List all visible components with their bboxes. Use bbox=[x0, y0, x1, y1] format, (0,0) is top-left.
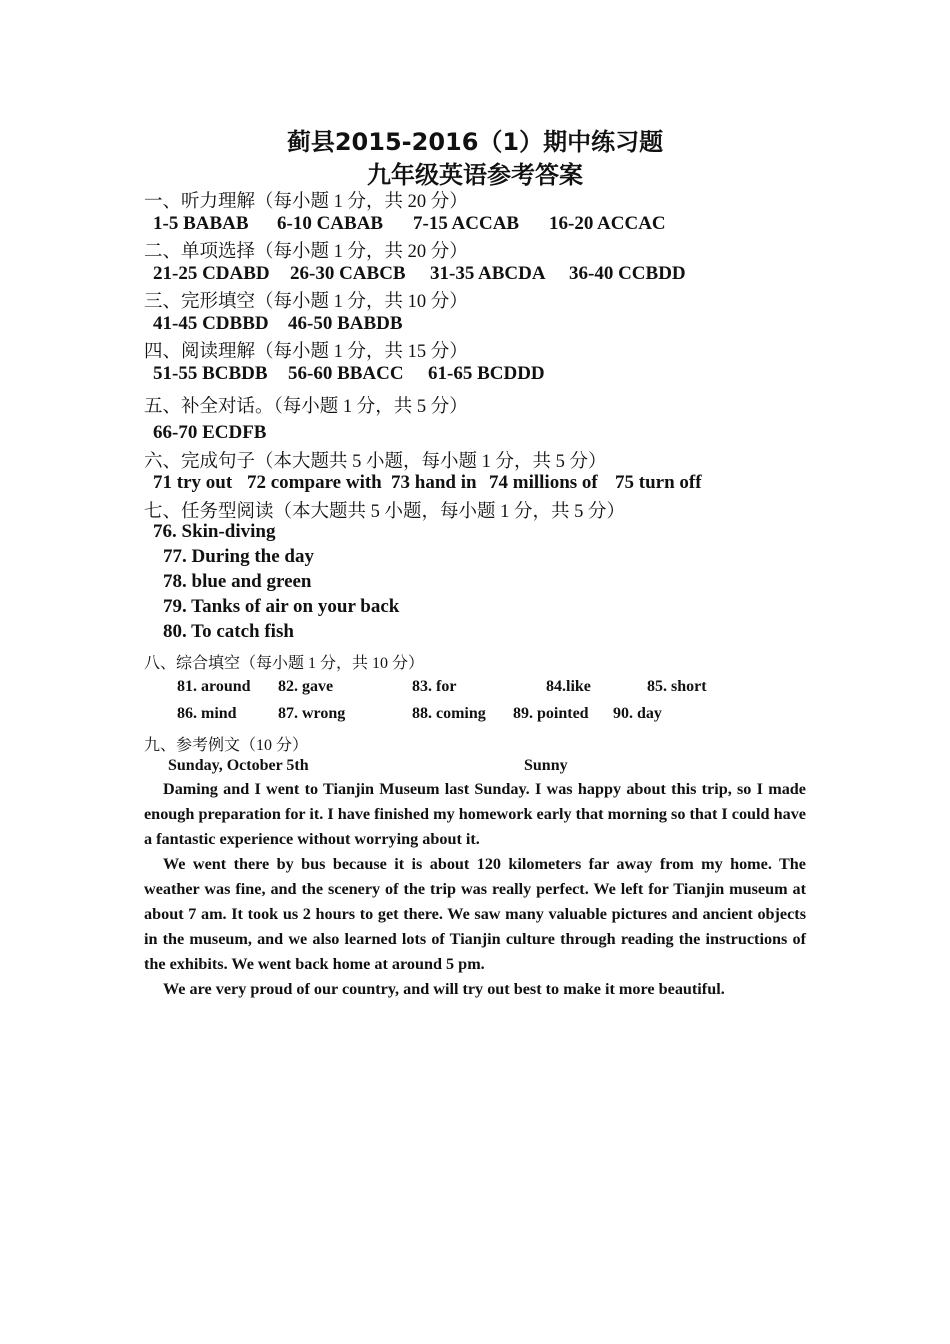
answer-group: 36-40 CCBDD bbox=[569, 263, 686, 284]
answer-group: 56-60 BBACC bbox=[288, 363, 404, 384]
essay-paragraph: We went there by bus because it is about 120 kilometers far away from my home. The weather was fine, and the scenery of the trip was really perfect. We left for Tianjin museum at about 7 am. It took us 2 hours to get there. We saw many valuable pictures and ancient objects in the museum, and we also learned lots of Tianjin culture through reading the instructions of the exhibits. We went back home at around 5 pm. bbox=[144, 855, 806, 973]
answer-group: 21-25 CDABD bbox=[153, 263, 270, 284]
section-heading-single-choice: 二、单项选择（每小题 1 分，共 20 分） bbox=[144, 242, 468, 262]
section-heading-task-reading: 七、任务型阅读（本大题共 5 小题，每小题 1 分，共 5 分） bbox=[144, 502, 626, 522]
answer-group: 31-35 ABCDA bbox=[430, 263, 546, 284]
answer-line-dialogue bbox=[153, 422, 266, 444]
document-title: 蓟县2015-2016（1）期中练习题 bbox=[286, 128, 664, 156]
answer-line-cloze bbox=[153, 313, 403, 335]
answer-group: 75 turn off bbox=[615, 472, 702, 493]
answer-group: 6-10 CABAB bbox=[277, 213, 384, 234]
answer-group: 74 millions of bbox=[489, 472, 598, 493]
fill-answer: 86. mind bbox=[177, 705, 237, 722]
answer-line-listening bbox=[153, 213, 666, 235]
fill-answer: 90. day bbox=[613, 705, 662, 722]
fill-answer: 87. wrong bbox=[278, 705, 346, 722]
section-heading-sentences: 六、完成句子（本大题共 5 小题，每小题 1 分，共 5 分） bbox=[144, 452, 607, 472]
answer-group: 61-65 BCDDD bbox=[428, 363, 545, 384]
section-heading-reading: 四、阅读理解（每小题 1 分，共 15 分） bbox=[144, 342, 468, 362]
fill-answer: 89. pointed bbox=[513, 705, 589, 722]
essay-paragraph: Daming and I went to Tianjin Museum last Sunday. I was happy about this trip, so I made enough preparation for it. I have finished my homework early that morning so that I could have a fantastic experience without worrying about it. bbox=[144, 780, 806, 848]
fill-answer: 82. gave bbox=[278, 678, 334, 695]
fill-answer: 84.like bbox=[546, 678, 591, 695]
answer-item: 76. Skin-diving bbox=[153, 521, 276, 542]
fill-answer: 85. short bbox=[647, 678, 707, 695]
answer-group: 71 try out bbox=[153, 472, 233, 493]
answer-group: 7-15 ACCAB bbox=[413, 213, 520, 234]
answer-item: 78. blue and green bbox=[163, 571, 312, 592]
fill-answer: 83. for bbox=[412, 678, 457, 695]
essay-paragraph: We are very proud of our country, and will try out best to make it more beautiful. bbox=[163, 980, 725, 998]
answer-line-reading bbox=[153, 363, 545, 385]
section-heading-sample-essay: 九、参考例文（10 分） bbox=[144, 737, 309, 754]
section-heading-cloze: 三、完形填空（每小题 1 分，共 10 分） bbox=[144, 292, 468, 312]
answer-group: 66-70 ECDFB bbox=[153, 422, 267, 443]
answer-line-single-choice bbox=[153, 263, 686, 285]
answer-group: 1-5 BABAB bbox=[153, 213, 249, 234]
answer-group: 41-45 CDBBD bbox=[153, 313, 269, 334]
fill-answer: 81. around bbox=[177, 678, 251, 695]
essay-date: Sunday, October 5th bbox=[168, 757, 309, 774]
section-heading-fill-in: 八、综合填空（每小题 1 分，共 10 分） bbox=[144, 655, 425, 672]
answer-group: 16-20 ACCAC bbox=[549, 213, 666, 234]
answer-group: 46-50 BABDB bbox=[288, 313, 403, 334]
answer-group: 73 hand in bbox=[391, 472, 477, 493]
section-heading-dialogue: 五、补全对话。（每小题 1 分，共 5 分） bbox=[144, 397, 468, 417]
essay-weather: Sunny bbox=[524, 757, 568, 774]
answer-group: 26-30 CABCB bbox=[290, 263, 406, 284]
answer-item: 79. Tanks of air on your back bbox=[163, 596, 400, 617]
answer-group: 72 compare with bbox=[247, 472, 382, 493]
document-subtitle: 九年级英语参考答案 bbox=[367, 161, 583, 189]
fill-answer: 88. coming bbox=[412, 705, 486, 722]
answer-line-sentences bbox=[153, 472, 702, 494]
answer-item: 80. To catch fish bbox=[163, 621, 294, 642]
answer-item: 77. During the day bbox=[163, 546, 314, 567]
answer-group: 51-55 BCBDB bbox=[153, 363, 268, 384]
section-heading-listening: 一、听力理解（每小题 1 分，共 20 分） bbox=[144, 192, 468, 212]
